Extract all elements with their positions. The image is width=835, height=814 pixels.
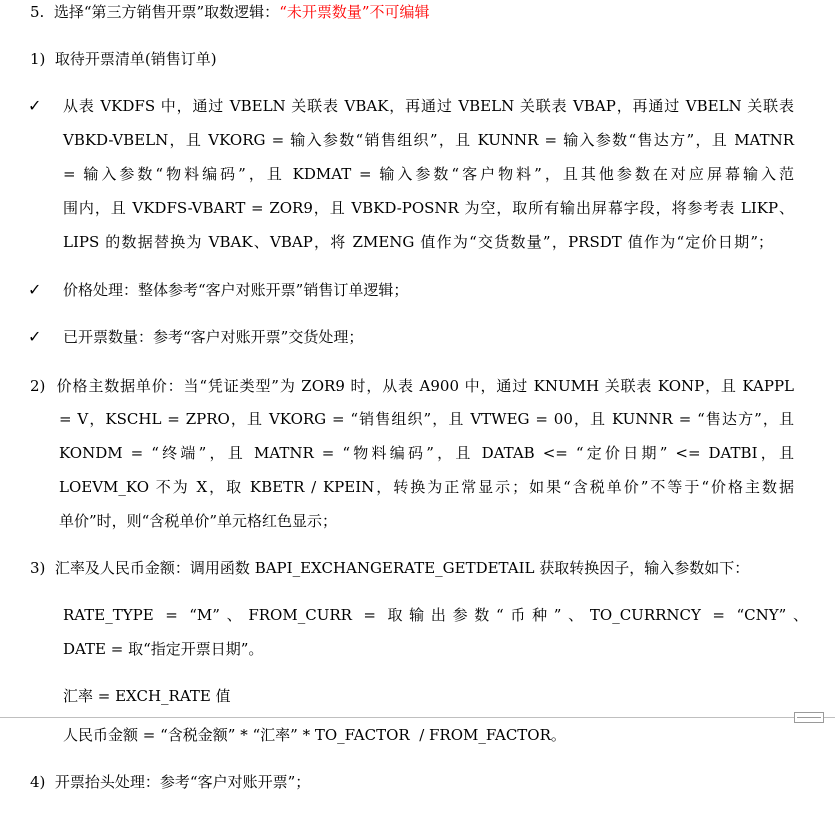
paragraph-line: VBKD-VBELN，且 VKORG = 输入参数“销售组织”，且 KUNNR = 输入参数“售达方”，且 MATNR (63, 131, 794, 149)
check-icon: ✓ (28, 96, 42, 115)
item-1-title: 1) 取待开票清单(销售订单) (30, 50, 217, 68)
item-4-title: 4) 开票抬头处理：参考“客户对账开票”； (30, 773, 311, 791)
paragraph-line: 单价”时，则“含税单价”单元格红色显示； (59, 512, 338, 530)
item-3-title: 3) 汇率及人民币金额：调用函数 BAPI_EXCHANGERATE_GETDETAIL 获取转换因子，输入参数如下： (30, 559, 750, 577)
heading-text: 5. 选择“第三方销售开票”取数逻辑： (30, 3, 280, 21)
check-icon: ✓ (28, 327, 42, 346)
paragraph-line: 从表 VKDFS 中，通过 VBELN 关联表 VBAK，再通过 VBELN 关联表 VBAP，再通过 VBELN 关联表 (63, 97, 794, 115)
paragraph-line: KONDM = “终端”，且 MATNR = “物料编码”，且 DATAB <= “定价日期” <= DATBI，且 (59, 444, 794, 462)
check-icon: ✓ (28, 280, 42, 299)
paragraph-line: = 输入参数“物料编码”，且 KDMAT = 输入参数“客户物料”，且其他参数在对应屏幕输入范 (63, 165, 794, 183)
paragraph-line: = V，KSCHL = ZPRO，且 VKORG = “销售组织”，且 VTWEG = 00，且 KUNNR = “售达方”，且 (59, 410, 794, 428)
paragraph-line: LOEVM_KO 不为 X，取 KBETR / KPEIN，转换为正常显示；如果“含税单价”不等于“价格主数据 (59, 478, 794, 496)
formula-line: 人民币金额 = “含税金额” * “汇率” * TO_FACTOR / FROM_FACTOR。 (63, 726, 566, 744)
page-break-handle-icon[interactable] (794, 712, 824, 723)
formula-line: 汇率 = EXCH_RATE 值 (63, 687, 231, 705)
bullet-line: 价格处理：整体参考“客户对账开票”销售订单逻辑； (63, 281, 409, 299)
heading-line (30, 2, 430, 22)
formula-line: RATE_TYPE = “M”、FROM_CURR = 取输出参数“币种”、TO_CURRNCY = “CNY”、 (63, 606, 808, 624)
item-2-title: 2) 价格主数据单价：当“凭证类型”为 ZOR9 时，从表 A900 中，通过 KNUMH 关联表 KONP，且 KAPPL (30, 377, 794, 395)
paragraph-line: LIPS 的数据替换为 VBAK、VBAP，将 ZMENG 值作为“交货数量”，PRSDT 值作为“定价日期”； (63, 233, 773, 251)
page-break-line (0, 717, 835, 718)
heading-highlight: “未开票数量”不可编辑 (279, 3, 430, 21)
formula-line: DATE = 取“指定开票日期”。 (63, 640, 264, 658)
paragraph-line: 围内，且 VKDFS-VBART = ZOR9，且 VBKD-POSNR 为空，取所有输出屏幕字段，将参考表 LIKP、 (63, 199, 794, 217)
bullet-line: 已开票数量：参考“客户对账开票”交货处理； (63, 328, 364, 346)
